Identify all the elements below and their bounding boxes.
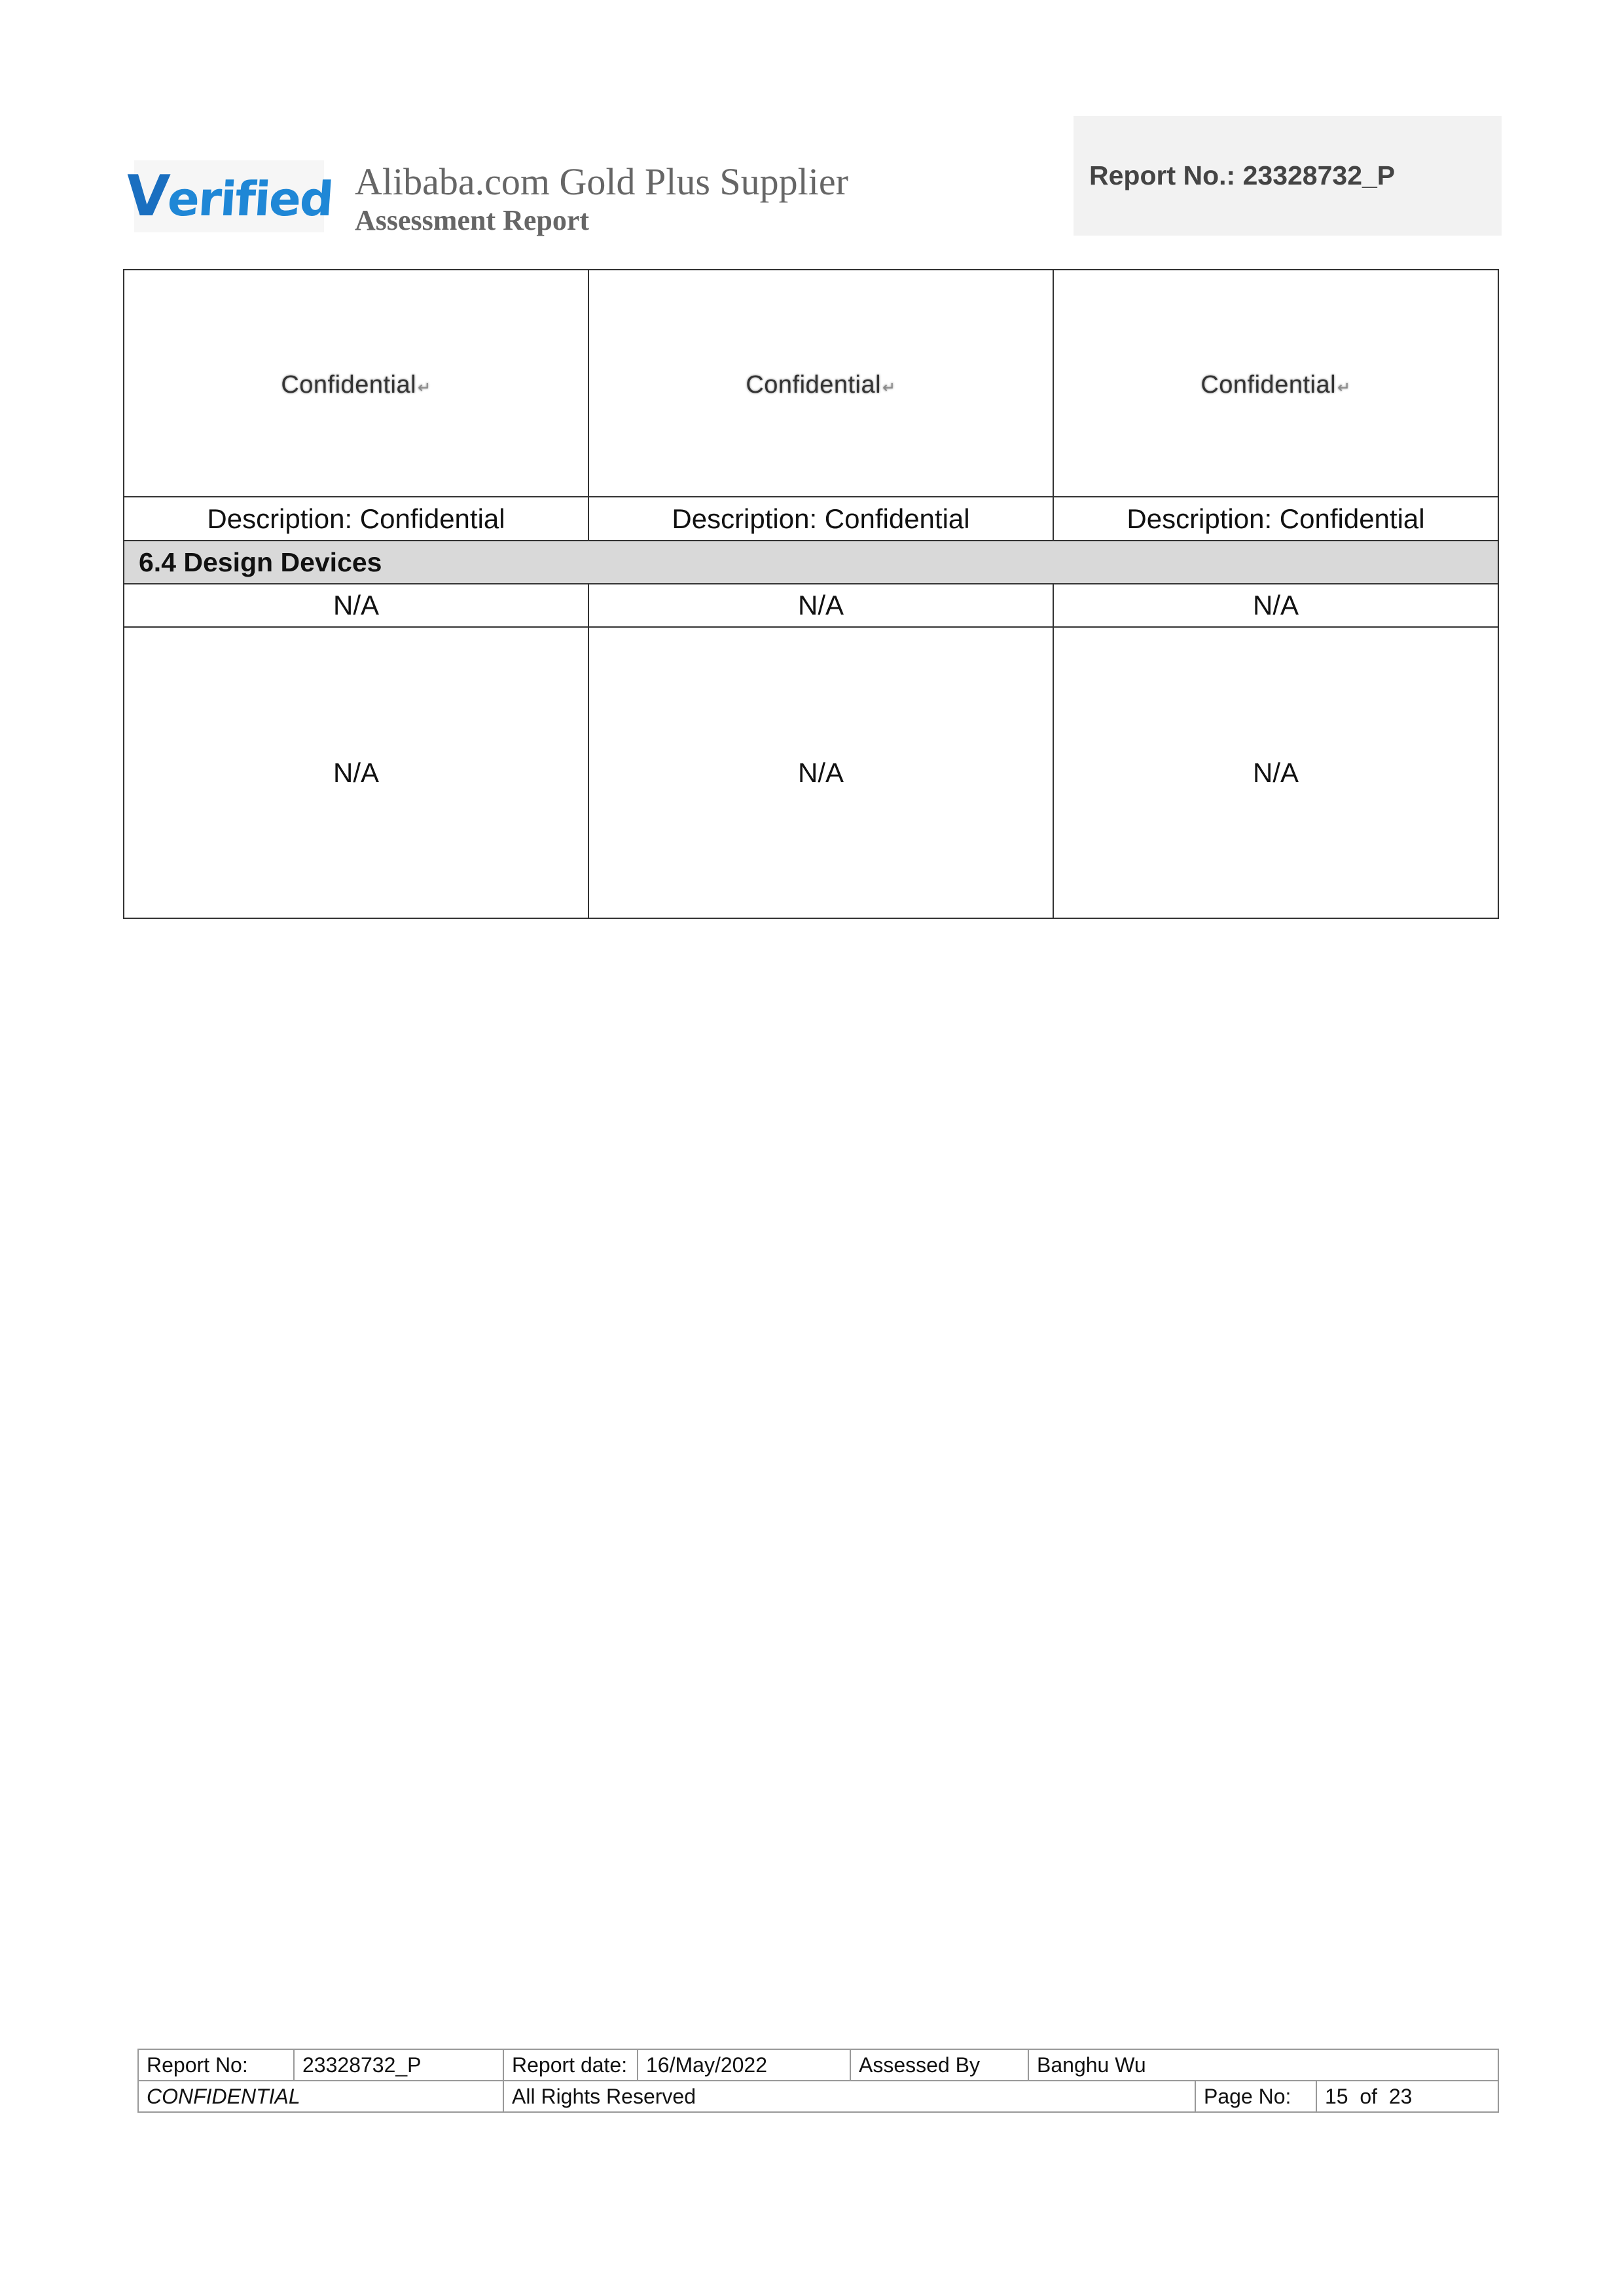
photo-cell: [124, 270, 588, 497]
footer-row-1: [138, 2049, 1498, 2081]
footer-report-no-label: Report No:: [138, 2049, 294, 2081]
photo-description: Description: Confidential: [588, 497, 1053, 541]
verified-logo-text: Verified: [123, 164, 334, 229]
photo-description: Description: Confidential: [124, 497, 588, 541]
report-title: Alibaba.com Gold Plus Supplier: [355, 160, 848, 203]
section-title: 6.4 Design Devices: [124, 541, 1498, 584]
return-mark-icon: ↵: [418, 378, 431, 397]
description-row: [124, 497, 1498, 541]
na-image-cell: N/A: [124, 627, 588, 918]
return-mark-icon: ↵: [882, 378, 896, 397]
footer-report-date-label: Report date:: [503, 2049, 638, 2081]
na-image-row: [124, 627, 1498, 918]
photo-table: [123, 269, 1499, 919]
footer-page-no-value: 15 of 23: [1316, 2081, 1498, 2112]
photo-cell: [1053, 270, 1498, 497]
na-label: N/A: [124, 584, 588, 627]
report-subtitle: Assessment Report: [355, 204, 590, 236]
footer-rights: All Rights Reserved: [503, 2081, 1195, 2112]
footer-report-date-value: 16/May/2022: [638, 2049, 850, 2081]
footer-confidential: CONFIDENTIAL: [138, 2081, 503, 2112]
footer-row-2: [138, 2081, 1498, 2112]
section-header-row: [124, 541, 1498, 584]
na-image-cell: N/A: [1053, 627, 1498, 918]
photo-cell: [588, 270, 1053, 497]
confidential-image-placeholder: Confidential↵: [281, 370, 431, 399]
page-footer: [137, 2049, 1499, 2113]
photo-description: Description: Confidential: [1053, 497, 1498, 541]
na-label: N/A: [1053, 584, 1498, 627]
confidential-image-placeholder: Confidential↵: [746, 370, 896, 399]
footer-assessed-by-value: Banghu Wu: [1028, 2049, 1498, 2081]
confidential-image-placeholder: Confidential↵: [1200, 370, 1351, 399]
footer-assessed-by-label: Assessed By: [850, 2049, 1028, 2081]
photo-row: [124, 270, 1498, 497]
footer-report-no-value: 23328732_P: [294, 2049, 503, 2081]
na-image-cell: N/A: [588, 627, 1053, 918]
report-title-block: [355, 160, 848, 238]
report-number-box: Report No.: 23328732_P: [1074, 116, 1502, 236]
return-mark-icon: ↵: [1337, 378, 1351, 397]
verified-logo: [123, 160, 334, 232]
na-label: N/A: [588, 584, 1053, 627]
footer-page-no-label: Page No:: [1195, 2081, 1316, 2112]
na-label-row: [124, 584, 1498, 627]
